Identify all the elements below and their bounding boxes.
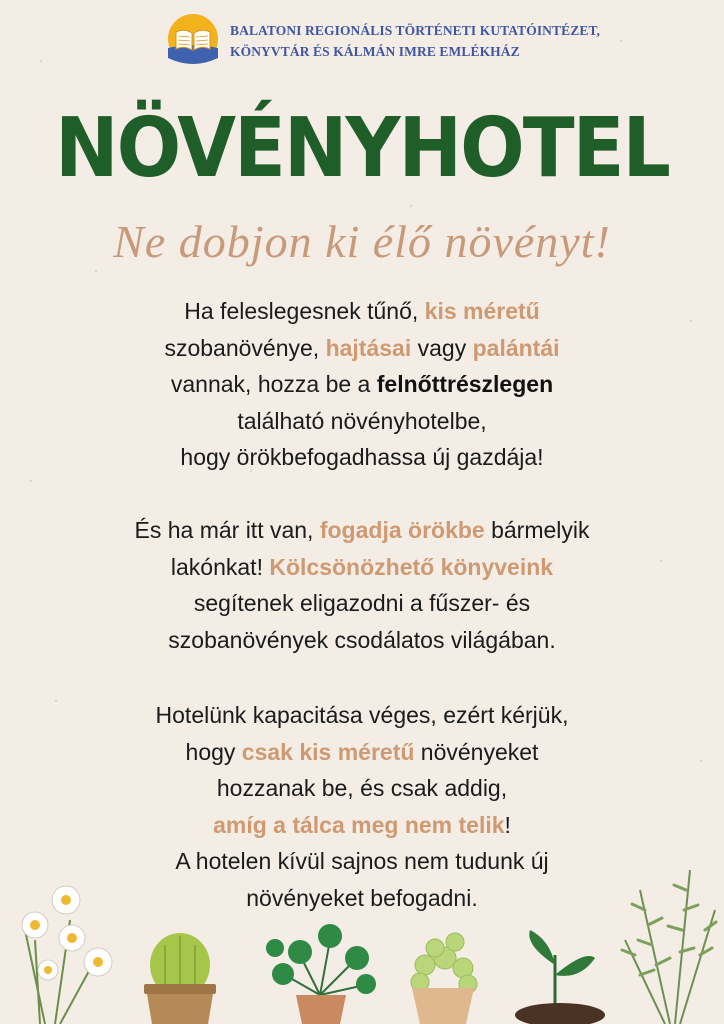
text-line: növényeket befogadni. (246, 884, 478, 911)
open-book-sun-logo-icon (164, 12, 222, 70)
text-line: amíg a tálca meg nem telik! (213, 811, 511, 838)
plant-illustrations (0, 860, 724, 1024)
highlight: palántái (472, 334, 560, 361)
speck (690, 320, 692, 322)
highlight: fogadja örökbe (319, 517, 485, 543)
text-line: Ha feleslegesnek tűnő, kis méretű (184, 298, 540, 324)
page-title: NÖVÉNYHOTEL (55, 99, 669, 196)
highlight: Kölcsönözhető könyveink (269, 553, 554, 580)
succulent-pot-icon (411, 933, 477, 1024)
pilea-pot-icon (266, 924, 376, 1024)
paragraph-1 (40, 293, 684, 476)
chamomile-icon (22, 886, 112, 1024)
highlight: kis méretű (424, 298, 540, 324)
text-line: szobanövények csodálatos világában. (168, 626, 556, 653)
page-subtitle: Ne dobjon ki élő növényt! (113, 216, 611, 267)
cactus-pot-icon (144, 933, 216, 1024)
speck (30, 480, 32, 482)
text-line: lakónkat! Kölcsönözhető könyveink (170, 553, 554, 580)
highlight: amíg a tálca meg nem telik (213, 811, 505, 838)
text-line: található növényhotelbe, (237, 407, 487, 434)
institute-line-2: KÖNYVTÁR ÉS KÁLMÁN IMRE EMLÉKHÁZ (230, 44, 520, 59)
institute-name (230, 20, 600, 62)
paragraph-2 (40, 512, 684, 658)
text-line: hozzanak be, és csak addig, (216, 775, 508, 801)
seedling-soil-icon (515, 930, 605, 1024)
text-line: A hotelen kívül sajnos nem tudunk új (175, 848, 549, 874)
text-line: vannak, hozza be a felnőttrészlegen (170, 371, 554, 397)
speck (700, 760, 702, 762)
bold-text: felnőttrészlegen (376, 371, 554, 397)
highlight: csak kis méretű (241, 738, 415, 765)
text-line: hogy örökbefogadhassa új gazdája! (180, 444, 544, 470)
speck (620, 40, 622, 42)
highlight: hajtásai (325, 334, 412, 361)
text-line: És ha már itt van, fogadja örökbe bármelyik (134, 517, 590, 543)
text-line: szobanövénye, hajtásai vagy palántái (164, 334, 560, 361)
header (164, 12, 600, 70)
rosemary-icon (622, 870, 716, 1024)
text-line: Hotelünk kapacitása véges, ezért kérjük, (155, 702, 569, 728)
speck (410, 205, 412, 207)
speck (40, 60, 42, 62)
institute-line-1: BALATONI REGIONÁLIS TÖRTÉNETI KUTATÓINTÉZET, (230, 23, 601, 38)
text-line: hogy csak kis méretű növényeket (185, 738, 539, 765)
text-line: segítenek eligazodni a fűszer- és (193, 590, 531, 616)
